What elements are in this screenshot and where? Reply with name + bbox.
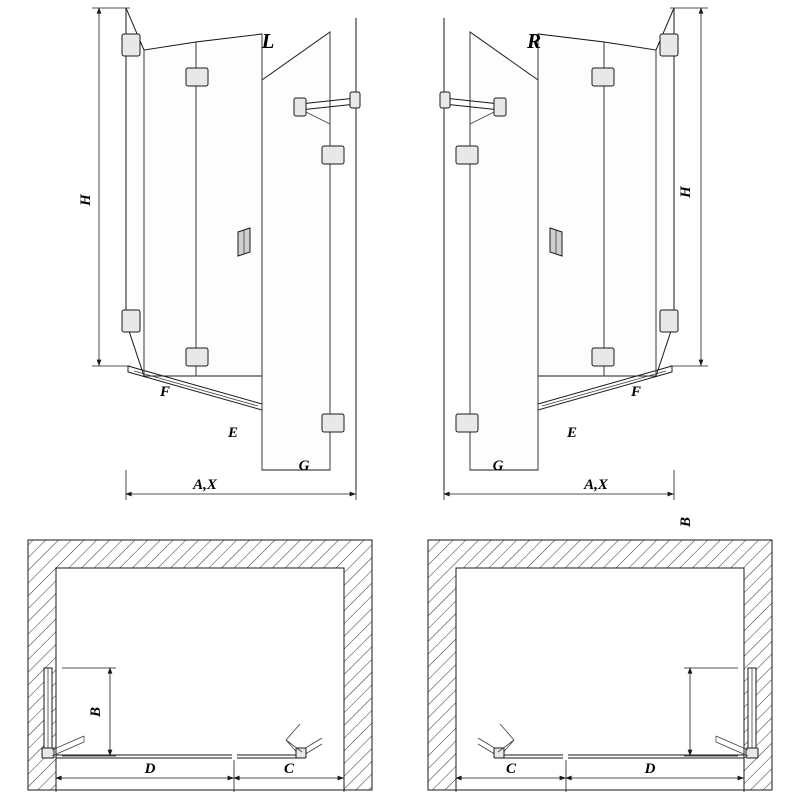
- wall-hatching: [28, 540, 372, 790]
- hinge-icon: [592, 68, 614, 86]
- hinge-icon: [186, 348, 208, 366]
- hinge-icon: [660, 310, 678, 332]
- wall-hatching: [428, 540, 772, 790]
- label-variant-left: L: [261, 29, 275, 53]
- label-variant-right: R: [526, 29, 542, 53]
- dim-d-right: D: [644, 761, 656, 777]
- dim-width-left: A,X: [193, 477, 217, 493]
- hinge-icon: [322, 414, 344, 432]
- bar-wall-bracket-icon: [440, 92, 450, 108]
- label-panel-f-left: F: [159, 384, 171, 400]
- dim-height-left: H: [78, 194, 94, 206]
- hinge-icon: [456, 146, 478, 164]
- hinge-icon: [122, 34, 140, 56]
- bar-bracket-icon: [494, 98, 506, 116]
- label-panel-g-right: G: [492, 458, 504, 474]
- hinge-icon: [592, 348, 614, 366]
- panel-f-right: [604, 42, 656, 376]
- dim-c-right: C: [505, 761, 517, 777]
- dim-height-right: H: [678, 186, 694, 198]
- view-front-right: [440, 8, 708, 500]
- hinge-icon: [456, 414, 478, 432]
- dim-width-right: A,X: [584, 477, 608, 493]
- view-plan-right: [428, 517, 772, 792]
- bar-bracket-icon: [294, 98, 306, 116]
- hinge-icon: [322, 146, 344, 164]
- dim-d-left: D: [144, 761, 156, 777]
- label-panel-e-left: E: [227, 425, 239, 441]
- hinge-icon: [660, 34, 678, 56]
- dim-depth-right: B: [678, 516, 694, 528]
- hinge-icon: [296, 748, 306, 758]
- view-plan-left: [28, 540, 372, 792]
- label-panel-g-left: G: [298, 458, 310, 474]
- label-panel-f-right: F: [630, 384, 642, 400]
- label-panel-e-right: E: [566, 425, 578, 441]
- hinge-icon: [494, 748, 504, 758]
- hinge-icon: [186, 68, 208, 86]
- bar-wall-bracket-icon: [350, 92, 360, 108]
- view-front-left: [78, 8, 360, 500]
- dim-depth-left: B: [88, 706, 104, 718]
- hinge-icon: [122, 310, 140, 332]
- dim-c-left: C: [283, 761, 295, 777]
- panel-f-left: [144, 42, 196, 376]
